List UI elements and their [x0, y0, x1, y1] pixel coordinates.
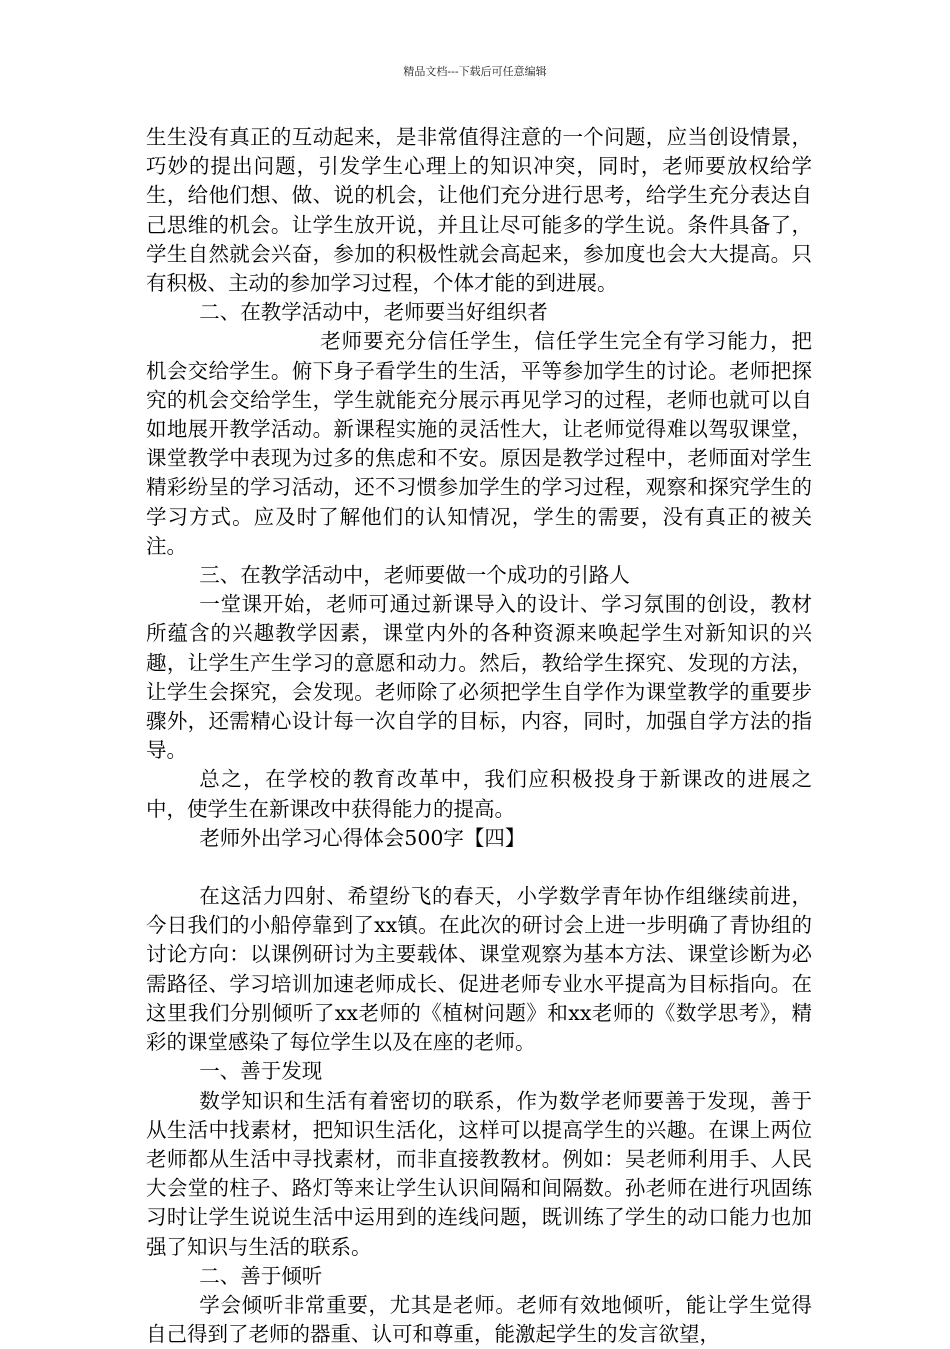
page-header: 精品文档---下载后可任意编辑	[403, 65, 547, 78]
blank-line	[146, 853, 812, 882]
paragraph-listen: 学会倾听非常重要，尤其是老师。老师有效地倾听，能让学生觉得自己得到了老师的器重、认可和尊重，能激起学生的发言欲望，	[146, 1292, 812, 1347]
paragraph-interaction: 生生没有真正的互动起来，是非常值得注意的一个问题，应当创设情景，巧妙的提出问题，引发学生心理上的知识冲突，同时，老师要放权给学生，给他们想、做、说的机会，让他们充分进行思考，给学生充分表达自己思维的机会。让学生放开说，并且让尽可能多的学生说。条件具备了，学生自然就会兴奋，参加的积极性就会高起来，参加度也会大大提高。只有积极、主动的参加学习过程，个体才能的到进展。	[146, 125, 812, 296]
paragraph-trust-students: 老师要充分信任学生，信任学生完全有学习能力，把机会交给学生。俯下身子看学生的生活，平等参加学生的讨论。老师把探究的机会交给学生，学生就能充分展示再见学习的过程，老师也就可以自如地展开教学活动。新课程实施的灵活性大，让老师觉得难以驾驭课堂，课堂教学中表现为过多的焦虑和不安。原因是教学过程中，老师面对学生精彩纷呈的学习活动，还不习惯参加学生的学习过程，观察和探究学生的学习方式。应及时了解他们的认知情况，学生的需要，没有真正的被关注。	[146, 329, 812, 558]
document-body	[146, 123, 812, 1349]
paragraph-spring-seminar: 在这活力四射、希望纷飞的春天，小学数学青年协作组继续前进，今日我们的小船停靠到了xx镇。在此次的研讨会上进一步明确了青协组的讨论方向：以课例研讨为主要载体、课堂观察为基本方法、课堂诊断为必需路径、学习培训加速老师成长、促进老师专业水平提高为目标指向。在这里我们分别倾听了xx老师的《植树问题》和xx老师的《数学思考》，精彩的课堂感染了每位学生以及在座的老师。	[146, 884, 812, 1055]
paragraph-summary: 总之，在学校的教育改革中，我们应积极投身于新课改的进展之中，使学生在新课改中获得能力的提高。	[146, 767, 812, 821]
paragraph-lesson-start: 一堂课开始，老师可通过新课导入的设计、学习氛围的创设，教材所蕴含的兴趣教学因素，课堂内外的各种资源来唤起学生对新知识的兴趣，让学生产生学习的意愿和动力。然后，教给学生探究、发现的方法，让学生会探究，会发现。老师除了必须把学生自学作为课堂教学的重要步骤外，还需精心设计每一次自学的目标，内容，同时，加强自学方法的指导。	[146, 592, 812, 763]
paragraph-discover: 数学知识和生活有着密切的联系，作为数学老师要善于发现，善于从生活中找素材，把知识生活化，这样可以提高学生的兴趣。在课上两位老师都从生活中寻找素材，而非直接教教材。例如：吴老师利用手、人民大会堂的柱子、路灯等来让学生认识间隔和间隔数。孙老师在进行巩固练习时让学生说说生活中运用到的连线问题，既训练了学生的动口能力也加强了知识与生活的联系。	[146, 1088, 812, 1259]
section-heading-organizer: 二、在教学活动中，老师要当好组织者	[199, 300, 548, 325]
article-title-four: 老师外出学习心得体会500字【四】	[199, 825, 526, 850]
section-heading-listen: 二、善于倾听	[199, 1263, 323, 1288]
section-heading-discover: 一、善于发现	[199, 1059, 323, 1084]
section-heading-guide: 三、在教学活动中，老师要做一个成功的引路人	[199, 563, 630, 588]
